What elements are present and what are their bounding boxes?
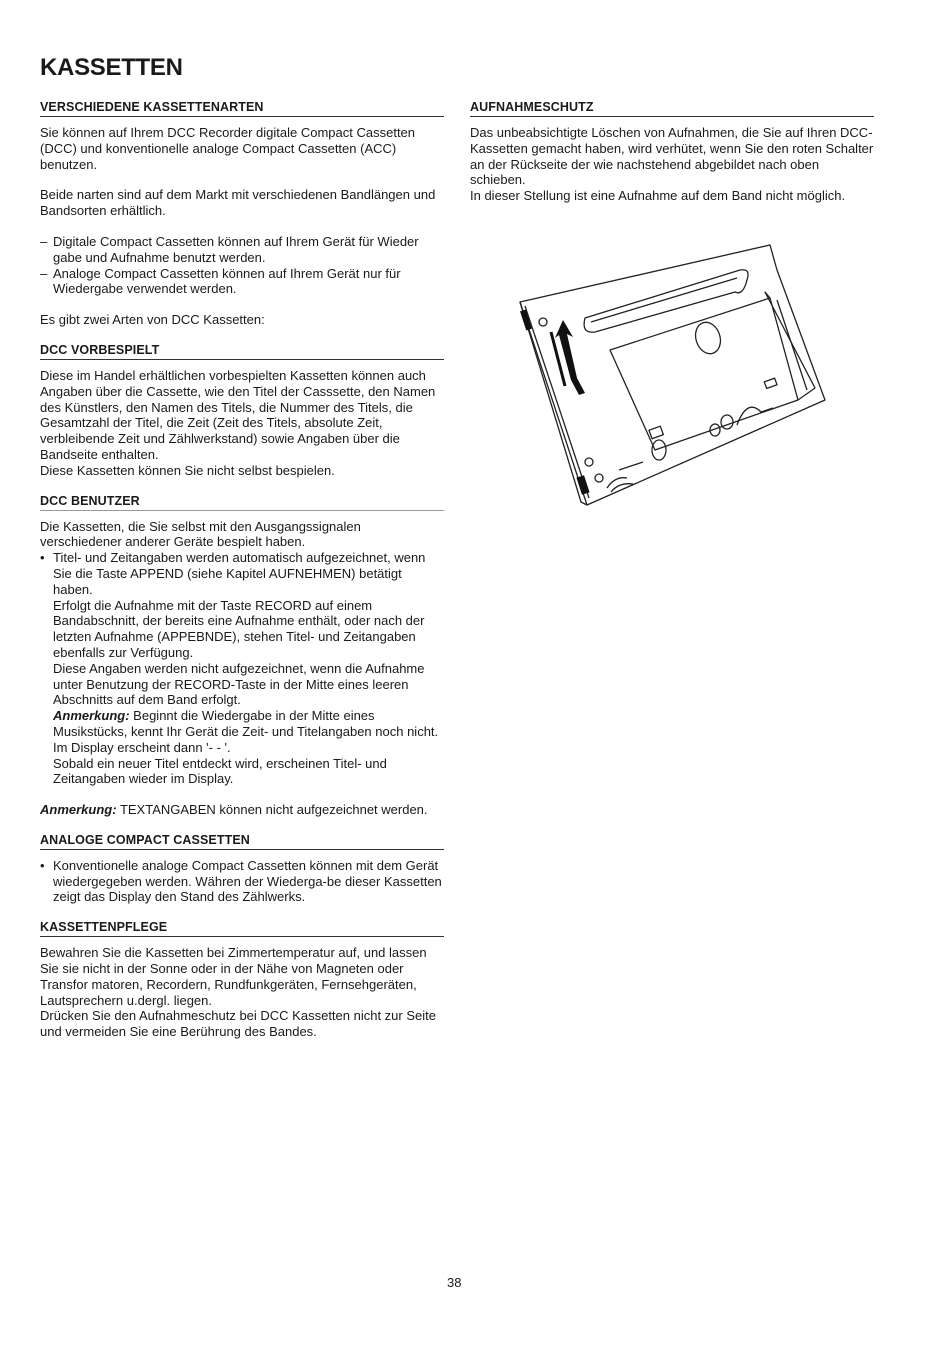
bullet-list <box>40 550 444 787</box>
list-text: Diese Angaben werden nicht aufgezeichnet, wenn die Aufnahme unter Benutzung der RECORD-Taste in der Mitte eines leeren Abschnitts auf dem Band erfolgt. <box>53 660 425 708</box>
paragraph: Beide narten sind auf dem Markt mit verschiedenen Bandlängen und Bandsorten erhältlich. <box>40 187 436 219</box>
paragraph: Das unbeabsichtigte Löschen von Aufnahmen, die Sie auf Ihren DCC-Kassetten gemacht haben, wird verhütet, wenn Sie den roten Schalter an der Rückseite der wie nachstehend abgebildet nach oben schieben. <box>470 125 874 188</box>
note-label: Anmerkung: <box>53 708 130 724</box>
dash-list <box>40 234 444 297</box>
right-column <box>470 100 874 204</box>
bullet-list <box>40 858 444 905</box>
section-kassettenarten <box>40 100 444 328</box>
paragraph: Diese Kassetten können Sie nicht selbst bespielen. <box>40 462 335 478</box>
list-item: – Digitale Compact Cassetten können auf Ihrem Gerät für Wieder gabe und Aufnahme benutzt werden. <box>40 234 444 266</box>
section-dcc-vorbespielt <box>40 343 444 479</box>
paragraph: Die Kassetten, die Sie selbst mit den Ausgangssignalen verschiedener anderer Geräte bespielt haben. <box>40 518 361 550</box>
section-heading: VERSCHIEDENE KASSETTENARTEN <box>40 100 444 117</box>
section-heading: DCC VORBESPIELT <box>40 343 444 360</box>
list-item: – Analoge Compact Cassetten können auf Ihrem Gerät nur für Wiedergabe verwendet werden. <box>40 266 444 298</box>
section-heading: DCC BENUTZER <box>40 494 444 511</box>
dcc-cassette-illustration <box>515 240 830 510</box>
section-heading: KASSETTENPFLEGE <box>40 920 444 937</box>
list-text: Erfolgt die Aufnahme mit der Taste RECORD auf einem Bandabschnitt, der bereits eine Aufnahme enthält, oder nach der letzten Aufnahme (APPEBNDE), stehen Titel- und Zeitangaben ebenfalls zur Verfügung. <box>53 597 425 660</box>
left-column <box>40 100 444 1050</box>
list-item <box>40 550 444 787</box>
page-title: KASSETTEN <box>40 54 183 81</box>
section-heading: ANALOGE COMPACT CASSETTEN <box>40 833 444 850</box>
paragraph: In dieser Stellung ist eine Aufnahme auf dem Band nicht möglich. <box>470 188 846 204</box>
section-dcc-benutzer <box>40 494 444 818</box>
list-text: Titel- und Zeitangaben werden automatisch aufgezeichnet, wenn Sie die Taste APPEND (siehe Kapitel AUFNEHMEN) betätigt haben. <box>53 550 426 597</box>
list-item: • Konventionelle analoge Compact Cassetten können mit dem Gerät wiedergegeben werden. Währen der Wiederga-be dieser Kassetten zeigt das Display den Stand des Zählwerks. <box>40 858 444 905</box>
list-text: Sobald ein neuer Titel entdeckt wird, erscheinen Titel- und Zeitangaben wieder im Display. <box>53 755 387 787</box>
note-paragraph <box>40 802 444 818</box>
paragraph: Bewahren Sie die Kassetten bei Zimmertemperatur auf, und lassen Sie sie nicht in der Sonne oder in der Nähe von Magneten oder Transfor matoren, Recordern, Rundfunkgeräten, Fernsehgeräten, Lautsprechern u.dergl. liegen. <box>40 945 427 1008</box>
paragraph: Diese im Handel erhältlichen vorbespielten Kassetten können auch Angaben über die Cassette, wie den Titel der Casssette, den Namen des Künstlers, den Namen des Titels, die Nummer des Titels, die Gesamtzahl der Titel, die Zeit (Zeit des Titels, absolute Zeit, verbleibende Zeit und Zählwerkstand) sowie Angaben über die Bandseite enthalten. <box>40 367 436 462</box>
page-number: 38 <box>447 1275 462 1290</box>
section-kassettenpflege <box>40 920 444 1040</box>
section-heading: AUFNAHMESCHUTZ <box>470 100 874 117</box>
paragraph: Sie können auf Ihrem DCC Recorder digitale Compact Cassetten (DCC) und konventionelle analoge Compact Cassetten (ACC) benutzen. <box>40 125 416 172</box>
note-label: Anmerkung: <box>40 802 117 818</box>
note-text: Beginnt die Wiedergabe in der Mitte eines Musikstücks, kennt Ihr Gerät die Zeit- und Titelangaben noch nicht. Im Display erscheint dann '- - '. <box>53 708 439 755</box>
note-text: TEXTANGABEN können nicht aufgezeichnet werden. <box>116 802 428 818</box>
paragraph: Drücken Sie den Aufnahmeschutz bei DCC Kassetten nicht zur Seite und vermeiden Sie eine Berührung des Bandes. <box>40 1008 436 1040</box>
section-analoge-cassetten <box>40 833 444 905</box>
paragraph: Es gibt zwei Arten von DCC Kassetten: <box>40 312 265 328</box>
